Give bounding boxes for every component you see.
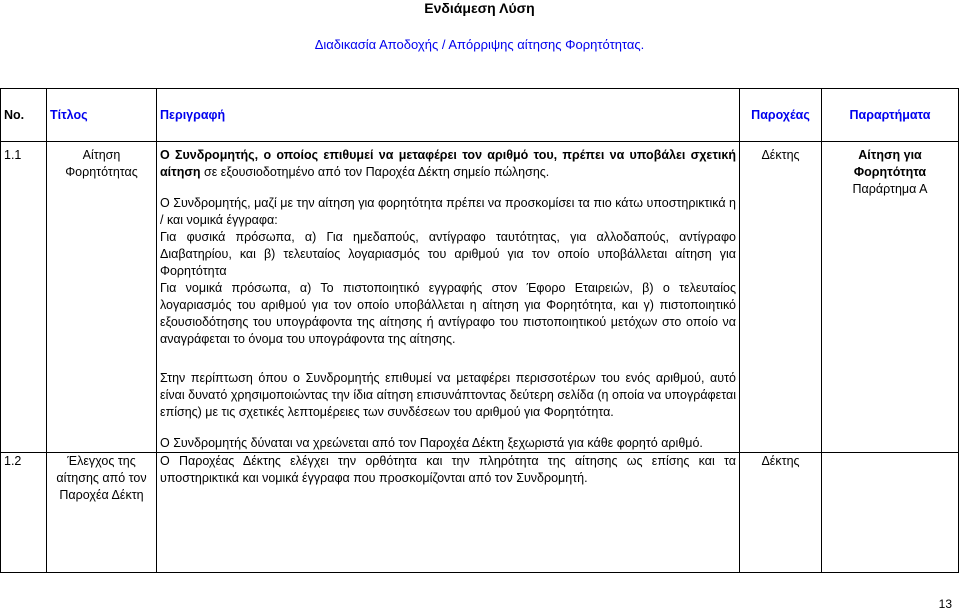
row-title: Έλεγχος της αίτησης από τον Παροχέα Δέκτη <box>47 453 157 573</box>
row-title: Αίτηση Φορητότητας <box>47 142 157 453</box>
description-paragraph: Για νομικά πρόσωπα, α) Το πιστοποιητικό εγγραφής στον Έφορο Εταιρειών, β) ο τελευταίος λογαριασμός του αριθμού για τον οποίο υποβάλλεται η αίτηση για Φορητότητα, και γ) πιστοποιητικό εξουσιοδότησης του υπογράφοντα της αίτησης ή αντίγραφο του πιστοποιητικού μετόχων στο οποίο να αναγράφεται το όνομα του υπογράφοντα της αίτησης. <box>160 281 736 346</box>
row-appendix <box>822 453 959 573</box>
document-subtitle: Διαδικασία Αποδοχής / Απόρριψης αίτησης Φορητότητας. <box>314 37 645 52</box>
description-paragraph: Ο Συνδρομητής, μαζί με την αίτηση για φορητότητα πρέπει να προσκομίσει τα πιο κάτω υποστηρικτικά η / και νομικά έγγραφα: <box>160 196 736 227</box>
appendix-form-label: Αίτηση για Φορητότητα <box>853 148 927 179</box>
table-row <box>1 453 959 573</box>
row-appendix <box>822 142 959 453</box>
row-number: 1.2 <box>1 453 47 573</box>
row-provider: Δέκτης <box>740 453 822 573</box>
description-paragraph: Στην περίπτωση όπου ο Συνδρομητής επιθυμεί να μεταφέρει περισσοτέρων του ενός αριθμού, αυτό είναι δυνατό χρησιμοποιώντας την ίδια αίτηση επισυνάπτοντας δεύτερη σελίδα (η οποία να υπογράφεται επίσης) με τις σχετικές λεπτομέρειες των συνδέσεων του αριθμού για Φορητότητα. <box>160 371 736 419</box>
process-table <box>0 88 959 573</box>
description-paragraph: Ο Συνδρομητής δύναται να χρεώνεται από τον Παροχέα Δέκτη ξεχωριστά για κάθε φορητό αριθμό. <box>160 436 703 450</box>
row-description <box>157 142 740 453</box>
column-header-no: No. <box>1 89 47 142</box>
document-title: Ενδιάμεση Λύση <box>424 0 535 16</box>
page-number: 13 <box>938 597 952 611</box>
table-row <box>1 142 959 453</box>
row-number: 1.1 <box>1 142 47 453</box>
column-header-title: Τίτλος <box>47 89 157 142</box>
column-header-provider: Παροχέας <box>740 89 822 142</box>
description-paragraph: Για φυσικά πρόσωπα, α) Για ημεδαπούς, αντίγραφο ταυτότητας, για αλλοδαπούς, αντίγραφο Διαβατηρίου, και β) τελευταίος λογαριασμός του αριθμού για τον οποίο υποβάλλεται αίτηση για Φορητότητα <box>160 230 736 278</box>
appendix-label: Παράρτημα Α <box>852 182 928 196</box>
description-paragraph: Ο Συνδρομητής, ο οποίος επιθυμεί να μεταφέρει τον αριθμό του, πρέπει να υποβάλει σχετική αίτηση σε εξουσιοδοτημένο από τον Παροχέα Δέκτη σημείο πώλησης. <box>160 148 736 179</box>
row-provider: Δέκτης <box>740 142 822 453</box>
column-header-description: Περιγραφή <box>157 89 740 142</box>
row-description: Ο Παροχέας Δέκτης ελέγχει την ορθότητα και την πληρότητα της αίτησης ως επίσης και τα υποστηρικτικά και νομικά έγγραφα που προσκομίζονται από τον Συνδρομητή. <box>157 453 740 573</box>
column-header-appendices: Παραρτήματα <box>822 89 959 142</box>
table-header-row <box>1 89 959 142</box>
